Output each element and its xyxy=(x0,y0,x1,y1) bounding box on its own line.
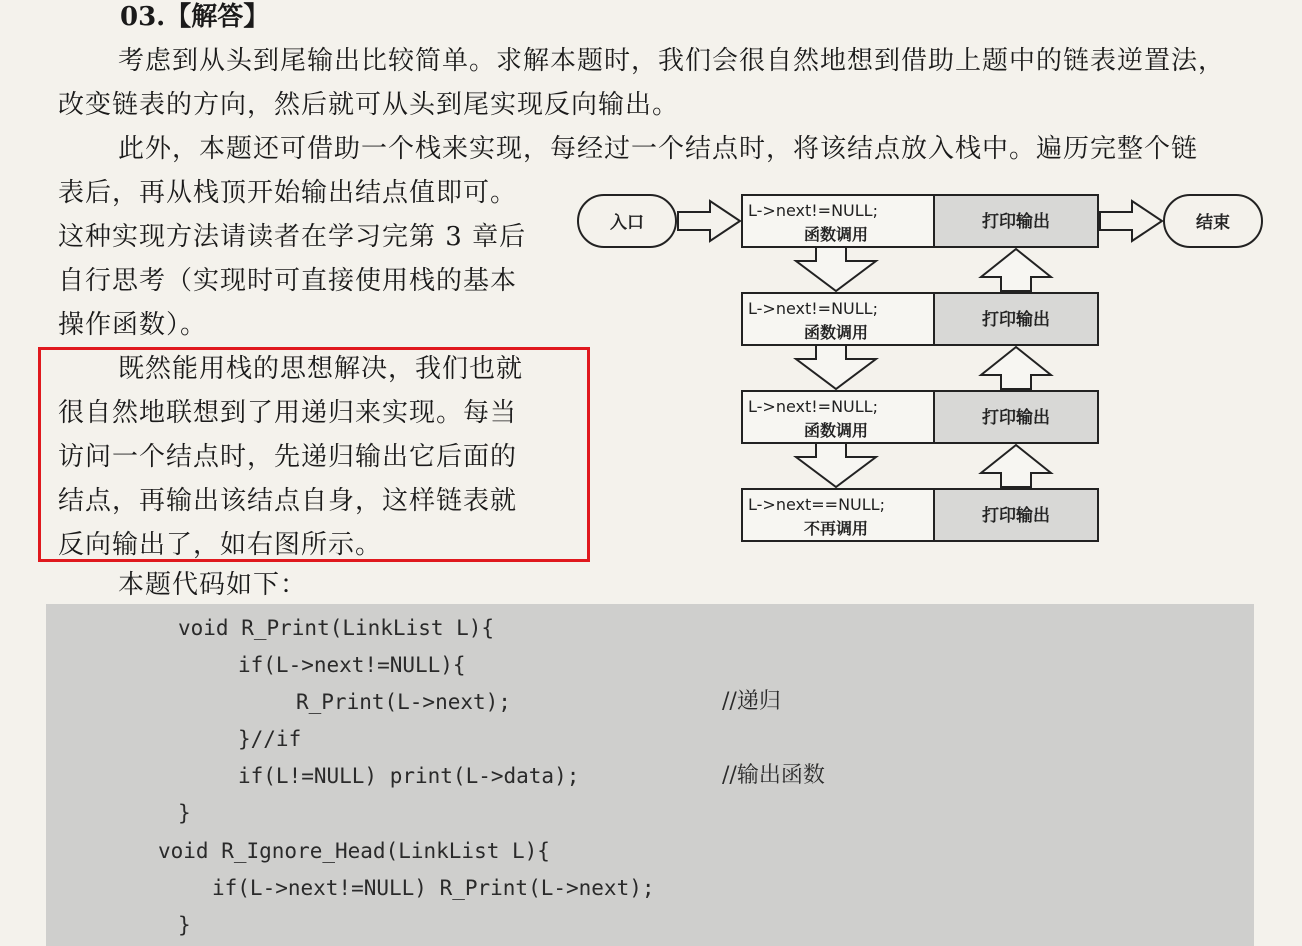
arrow-down-icon xyxy=(796,345,876,389)
code-line: if(L->next!=NULL) R_Print(L->next); xyxy=(212,876,655,900)
row-3-cond: L->next!=NULL; xyxy=(748,397,878,416)
arrow-up-icon xyxy=(981,347,1051,389)
paragraph3-line4: 结点，再输出该结点自身，这样链表就 xyxy=(58,486,518,516)
row-4-cond: L->next==NULL; xyxy=(748,495,885,514)
code-line: if(L->next!=NULL){ xyxy=(238,653,466,677)
paragraph1-line1: 考虑到从头到尾输出比较简单。求解本题时，我们会很自然地想到借助上题中的链表逆置法， xyxy=(118,46,1226,76)
paragraph3-line5: 反向输出了，如右图所示。 xyxy=(58,530,383,560)
row-2-cond: L->next!=NULL; xyxy=(748,299,878,318)
row-2-output: 打印输出 xyxy=(982,310,1050,330)
arrow-up-icon xyxy=(981,445,1051,487)
section-heading: 03.【解答】 xyxy=(120,2,270,32)
arrow-up-icon xyxy=(981,249,1051,291)
end-label: 结束 xyxy=(1196,213,1230,233)
arrow-down-icon xyxy=(796,247,876,291)
row-4-action: 不再调用 xyxy=(803,519,869,538)
code-block xyxy=(46,604,1254,946)
paragraph3-line3: 访问一个结点时，先递归输出它后面的 xyxy=(58,442,518,472)
paragraph2-line1: 此外，本题还可借助一个栈来实现，每经过一个结点时，将该结点放入栈中。遍历完整个链 xyxy=(118,134,1199,164)
paragraph2-line3: 这种实现方法请读者在学习完第 3 章后 xyxy=(58,222,527,252)
code-line: void R_Ignore_Head(LinkList L){ xyxy=(158,839,550,863)
code-comment: //输出函数 xyxy=(722,763,825,788)
paragraph2-line4: 自行思考（实现时可直接使用栈的基本 xyxy=(58,266,518,296)
paragraph2-line5: 操作函数）。 xyxy=(58,310,208,340)
code-line: } xyxy=(178,913,191,937)
code-line: R_Print(L->next); xyxy=(296,690,511,714)
start-label: 入口 xyxy=(610,213,644,233)
code-line: if(L!=NULL) print(L->data); xyxy=(238,764,580,788)
code-line: }//if xyxy=(238,727,302,751)
paragraph3-line1: 既然能用栈的思想解决，我们也就 xyxy=(118,354,524,384)
row-3-output: 打印输出 xyxy=(982,408,1050,428)
code-line: void R_Print(LinkList L){ xyxy=(178,616,495,640)
arrow-down-icon xyxy=(796,443,876,487)
row-4-output: 打印输出 xyxy=(982,506,1050,526)
code-line: } xyxy=(178,801,191,825)
row-1-output: 打印输出 xyxy=(982,212,1050,232)
row-2-action: 函数调用 xyxy=(803,323,869,342)
code-comment: //递归 xyxy=(722,689,781,714)
code-intro: 本题代码如下： xyxy=(118,570,308,600)
row-1-cond: L->next!=NULL; xyxy=(748,201,878,220)
arrow-end-icon xyxy=(1100,201,1162,241)
arrow-start-icon xyxy=(678,201,740,241)
recursion-flowchart xyxy=(570,185,1270,555)
paragraph2-line2: 表后，再从栈顶开始输出结点值即可。 xyxy=(58,178,518,208)
paragraph1-line2: 改变链表的方向，然后就可从头到尾实现反向输出。 xyxy=(58,90,680,120)
row-1-action: 函数调用 xyxy=(803,225,869,244)
row-3-action: 函数调用 xyxy=(803,421,869,440)
paragraph3-line2: 很自然地联想到了用递归来实现。每当 xyxy=(58,398,518,428)
